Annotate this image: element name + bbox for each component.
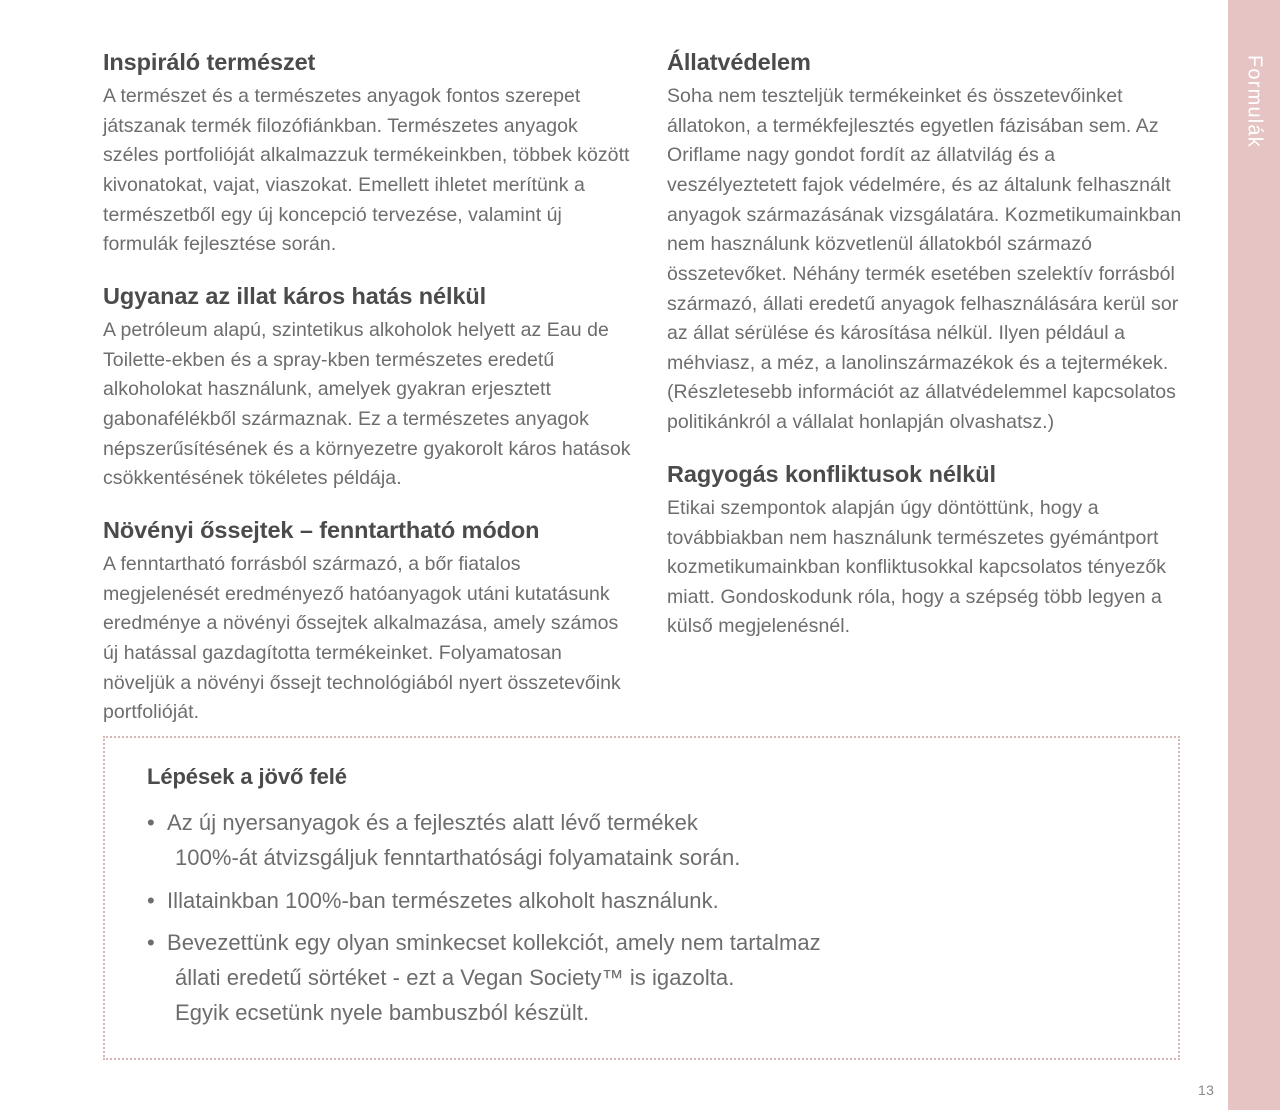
section-heading: Állatvédelem [667,49,811,75]
bullet-icon: • [147,887,155,913]
section-body: Soha nem teszteljük termékeinket és összetevőinket állatokon, a termékfejlesztés egyetlen fázisában sem. Az Oriflame nagy gondot fordít az állatvilág és a veszélyeztetett fajok védelmére, és az általunk felhasznált anyagok származásának vizsgálatára. Kozmetikumainkban nem használunk közvetlenül állatokból származó összetevőket. Néhány termék esetében szelektív forrásból származó, állati eredetű anyagok felhasználására kerül sor az állat sérülése és károsítása nélkül. Ilyen például a méhviasz, a méz, a lanolinszármazékok és a tejtermékek. (Részletesebb információt az állatvédelemmel kapcsolatos politikánkról a vállalat honlapján olvashatsz.) [667,85,1182,434]
section-body: A petróleum alapú, szintetikus alkoholok helyett az Eau de Toilette-ekben és a spray-kben természetes eredetű alkoholokat használunk, amelyek gyakran erjesztett gabonafélékből származnak. Ez a természetes anyagok népszerűsítésének és a környezetre gyakorolt káros hatások csökkentésének tökéletes példája. [103,319,631,490]
callout-inner [105,738,1178,1031]
section-heading: Ragyogás konfliktusok nélkül [667,460,996,487]
section-allatvedelem [667,48,1183,438]
section-ugyanaz-az-illat [103,282,633,494]
callout-list [147,806,1144,1031]
list-item-line-3: Egyik ecsetünk nyele bambuszból készült. [175,999,590,1025]
section-heading: Növényi őssejtek – fenntartható módon [103,516,540,543]
right-column [667,48,1183,728]
section-heading: Inspiráló természet [103,49,316,75]
callout-heading: Lépések a jövő felé [147,764,347,789]
list-item [147,806,1144,876]
list-item-line-1: Bevezettünk egy olyan sminkecset kollekciót, amely nem tartalmaz [167,930,821,956]
section-body: A természet és a természetes anyagok fontos szerepet játszanak termék filozófiánkban. Természetes anyagok széles portfolióját alkalmazzuk termékeinkben, többek között kivonatokat, vajat, viaszokat. Emellett ihletet merítünk a természetből egy új koncepció tervezése, valamint új formulák fejlesztése során. [103,85,630,256]
left-column [103,48,633,728]
section-body: A fenntartható forrásból származó, a bőr fiatalos megjelenését eredményező hatóanyagok utáni kutatásunk eredménye a növényi őssejtek alkalmazása, amely számos új hatással gazdagította termékeinket. Folyamatosan növeljük a növényi őssejt technológiából nyert összetevőink portfolióját. [103,553,621,724]
callout-box [103,736,1180,1060]
list-item-line-1: Az új nyersanyagok és a fejlesztés alatt lévő termékek [167,810,698,835]
bullet-icon: • [147,810,155,835]
list-item [147,884,1144,919]
list-item-line-2: állati eredetű sörtéket - ezt a Vegan Society™ is igazolta. [175,965,735,990]
section-heading: Ugyanaz az illat káros hatás nélkül [103,282,487,309]
list-item [147,926,1144,1030]
bullet-icon: • [147,930,155,956]
page-number: 13 [1198,1082,1215,1098]
section-ragyogas-konfliktusok-nelkul [667,460,1183,642]
section-inspiralo-termeszet [103,48,633,260]
section-tab-formulak[interactable] [1228,0,1280,1110]
section-tab-label: Formulák [1243,55,1266,148]
list-item-line-1: Illatainkban 100%-ban természetes alkoholt használunk. [167,887,719,913]
two-column-text-area [103,48,1183,728]
list-item-line-2: 100%-át átvizsgáljuk fenntarthatósági folyamataink során. [175,844,741,870]
section-body: Etikai szempontok alapján úgy döntöttünk, hogy a továbbiakban nem használunk természetes gyémántport kozmetikumainkban konfliktusokkal kapcsolatos tényezők miatt. Gondoskodunk róla, hogy a szépség több legyen a külső megjelenésnél. [667,496,1167,638]
section-novenyi-ossejtek [103,516,633,728]
